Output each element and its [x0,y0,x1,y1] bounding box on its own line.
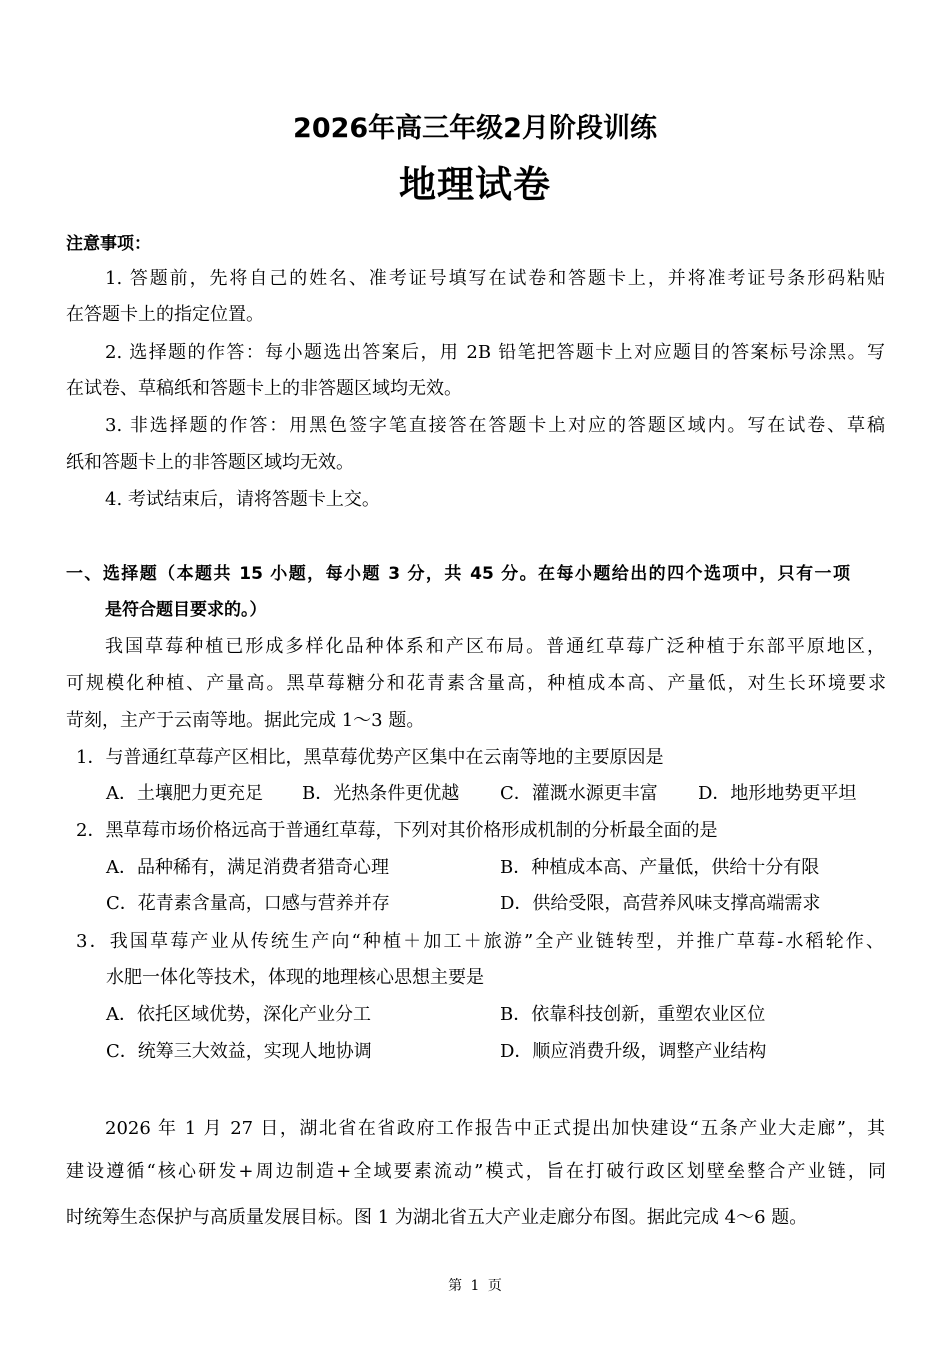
notice-line: 1. 答题前，先将自己的姓名、准考证号填写在试卷和答题卡上，并将准考证号条形码粘贴 [105,268,885,289]
option-d: D．顺应消费升级，调整产业结构 [500,1041,767,1062]
option-a: A．依托区域优势，深化产业分工 [106,1004,371,1025]
passage-line: 苛刻，主产于云南等地。据此完成 1～3 题。 [66,710,425,731]
option-c: C．统筹三大效益，实现人地协调 [106,1041,372,1062]
passage-line: 建设遵循“核心研发+周边制造+全域要素流动”模式，旨在打破行政区划壁垒整合产业链，同 [66,1161,886,1182]
passage-line: 可规模化种植、产量高。黑草莓糖分和花青素含量高，种植成本高、产量低，对生长环境要求 [66,673,886,694]
option-a: A．土壤肥力更充足 [106,783,263,804]
question-stem: 3．我国草莓产业从传统生产向“种植＋加工＋旅游”全产业链转型，并推广草莓-水稻轮作、 [76,931,884,952]
option-d: D．供给受限，高营养风味支撑高端需求 [500,893,821,914]
notice-line: 在试卷、草稿纸和答题卡上的非答题区域均无效。 [66,378,462,399]
passage-line: 2026 年 1 月 27 日，湖北省在省政府工作报告中正式提出加快建设“五条产业大走廊”，其 [105,1118,885,1139]
option-d: D．地形地势更平坦 [698,783,857,804]
notice-line: 3. 非选择题的作答：用黑色签字笔直接答在答题卡上对应的答题区域内。写在试卷、草稿 [105,415,885,436]
option-c: C．灌溉水源更丰富 [500,783,658,804]
option-c: C．花青素含量高，口感与营养并存 [106,893,390,914]
notice-line: 纸和答题卡上的非答题区域均无效。 [66,452,354,473]
option-a: A．品种稀有，满足消费者猎奇心理 [106,857,389,878]
notice-line: 在答题卡上的指定位置。 [66,304,264,325]
notice-heading: 注意事项： [66,234,151,254]
passage-line: 时统筹生态保护与高质量发展目标。图 1 为湖北省五大产业走廊分布图。据此完成 4～6 题。 [66,1207,808,1228]
question-stem: 2．黑草莓市场价格远高于普通红草莓，下列对其价格形成机制的分析最全面的是 [76,820,718,841]
section-heading-cont: 是符合题目要求的。） [105,600,267,620]
section-heading: 一、选择题（本题共 15 小题，每小题 3 分，共 45 分。在每小题给出的四个选项中，只有一项 [66,564,850,584]
page-number: 第 1 页 [448,1278,502,1294]
passage-line: 我国草莓种植已形成多样化品种体系和产区布局。普通红草莓广泛种植于东部平原地区， [105,636,885,657]
question-stem: 1．与普通红草莓产区相比，黑草莓优势产区集中在云南等地的主要原因是 [76,747,664,768]
option-b: B．种植成本高、产量低，供给十分有限 [500,857,820,878]
notice-line: 4. 考试结束后，请将答题卡上交。 [105,489,380,510]
option-b: B．依靠科技创新，重塑农业区位 [500,1004,766,1025]
notice-line: 2. 选择题的作答：每小题选出答案后，用 2B 铅笔把答题卡上对应题目的答案标号涂黑。写 [105,342,885,363]
exam-title: 2026年高三年级2月阶段训练 [293,113,657,144]
option-b: B．光热条件更优越 [302,783,460,804]
subject-title: 地理试卷 [399,163,551,206]
question-stem-cont: 水肥一体化等技术，体现的地理核心思想主要是 [106,967,484,988]
